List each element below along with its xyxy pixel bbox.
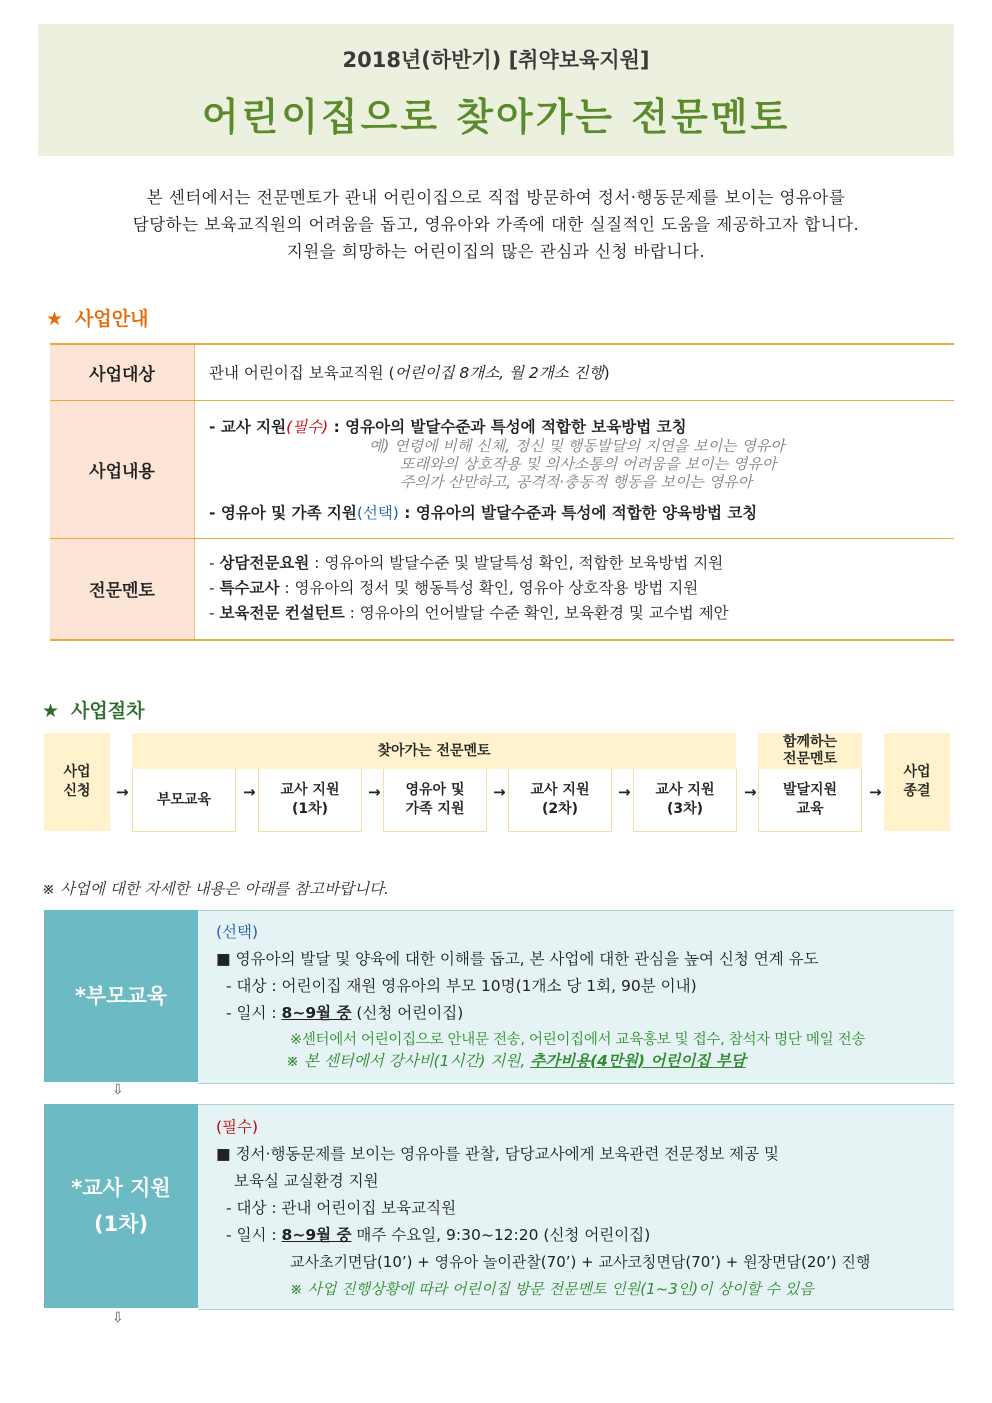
example-line: 또래와의 상호작용 및 의사소통의 어려움을 보이는 영유아 [400,455,777,473]
arrow-icon: → [116,783,129,801]
mentor-value [195,538,955,640]
detail-line: - 대상 : 관내 어린이집 보육교직원 [226,1199,457,1217]
process-step: 발달지원 교육 [758,769,862,832]
header-subtitle: 2018년(하반기) [취약보육지원] [342,48,650,72]
arrow-icon: → [368,783,381,801]
detail-tag: (선택) [216,923,259,941]
section-title-text: 사업절차 [71,700,145,722]
process-step: 교사 지원 (2차) [508,769,612,832]
detail-line: ■ 영유아의 발달 및 양육에 대한 이해를 돕고, 본 사업에 대한 관심을 높여 신청 연계 유도 [216,950,819,968]
intro-text [40,184,952,265]
detail-content-teacher-support [198,1104,954,1310]
detail-label-teacher-support: *교사 지원 (1차) [44,1104,198,1308]
section-title-text: 사업안내 [75,308,149,330]
intro-line: 담당하는 보육교직원의 어려움을 돕고, 영유아와 가족에 대한 실질적인 도움을 제공하고자 합니다. [132,215,860,234]
mentor-label: 전문멘토 [50,538,195,640]
info-table [50,343,954,641]
process-step: 부모교육 [132,769,236,832]
detail-line: - 일시 : 8~9월 중 매주 수요일, 9:30~12:20 (신청 어린이집) [226,1226,651,1244]
detail-line: 교사초기면담(10’) + 영유아 놀이관찰(70’) + 교사코칭면담(70’) + 원장면담(20’) 진행 [290,1253,871,1271]
detail-label-parent-education: *부모교육 [44,910,198,1082]
detail-line: - 일시 : 8~9월 중 (신청 어린이집) [226,1004,464,1022]
arrow-icon: → [744,783,757,801]
arrow-icon: → [243,783,256,801]
intro-line: 본 센터에서는 전문멘토가 관내 어린이집으로 직접 방문하여 정서·행동문제를 보이는 영유아를 [146,188,846,207]
star-icon: ★ [46,308,64,330]
arrow-icon: → [869,783,882,801]
example-line: 예) 연령에 비해 신체, 정신 및 행동발달의 지연을 보이는 영유아 [369,437,785,455]
star-icon: ★ [42,700,60,722]
header-title: 어린이집으로 찾아가는 전문멘토 [201,95,791,139]
process-group-together: 함께하는 전문멘토 [758,733,862,769]
detail-note: ※ 사업에 대한 자세한 내용은 아래를 참고바랍니다. [42,880,389,898]
mentor-item: - 상담전문요원 : 영유아의 발달수준 및 발달특성 확인, 적합한 보육방법 지원 [209,554,724,573]
section-title-procedure [42,696,144,723]
detail-line: ■ 정서·행동문제를 보이는 영유아를 관찰, 담당교사에게 보육관련 전문정보 제공 및 [216,1145,779,1163]
detail-note-line: ※ 사업 진행상황에 따라 어린이집 방문 전문멘토 인원(1~3인)이 상이할 수 있음 [290,1280,814,1298]
detail-line: - 대상 : 어린이집 재원 영유아의 부모 10명(1개소 당 1회, 90분 이내) [226,977,697,995]
down-arrow-icon: ⇩ [112,1310,124,1326]
detail-note-line: ※센터에서 어린이집으로 안내문 전송, 어린이집에서 교육홍보 및 접수, 참석자 명단 메일 전송 [290,1032,866,1048]
target-value: 관내 어린이집 보육교직원 (어린이집 8개소, 월 2개소 진행) [195,344,955,400]
process-group-visiting: 찾아가는 전문멘토 [132,733,736,769]
process-step: 영유아 및 가족 지원 [383,769,487,832]
mentor-item: - 특수교사 : 영유아의 정서 및 행동특성 확인, 영유아 상호작용 방법 지원 [209,579,699,598]
detail-note-line: ※ 본 센터에서 강사비(1시간) 지원, 추가비용(4만원) 어린이집 부담 [286,1052,746,1070]
mentor-item: - 보육전문 컨설턴트 : 영유아의 언어발달 수준 확인, 보육환경 및 교수법 제안 [209,604,729,623]
target-label: 사업대상 [50,344,195,400]
detail-content-parent-education [198,910,954,1084]
example-line: 주의가 산만하고, 공격적·충동적 행동을 보이는 영유아 [400,473,753,491]
detail-tag: (필수) [216,1118,259,1136]
content-label: 사업내용 [50,400,195,538]
teacher-support-line: - 교사 지원(필수) : 영유아의 발달수준과 특성에 적합한 보육방법 코칭 [209,418,687,436]
process-end: 사업 종결 [884,733,950,831]
content-value [195,400,955,538]
process-apply: 사업 신청 [44,733,110,831]
header-banner [38,24,954,156]
detail-line: 보육실 교실환경 지원 [234,1172,379,1190]
down-arrow-icon: ⇩ [112,1082,124,1098]
process-step: 교사 지원 (3차) [633,769,737,832]
section-title-guide [46,304,148,331]
arrow-icon: → [493,783,506,801]
arrow-icon: → [618,783,631,801]
process-step: 교사 지원 (1차) [258,769,362,832]
intro-line: 지원을 희망하는 어린이집의 많은 관심과 신청 바랍니다. [286,242,706,261]
family-support-line: - 영유아 및 가족 지원(선택) : 영유아의 발달수준과 특성에 적합한 양육방법 코칭 [209,504,758,522]
